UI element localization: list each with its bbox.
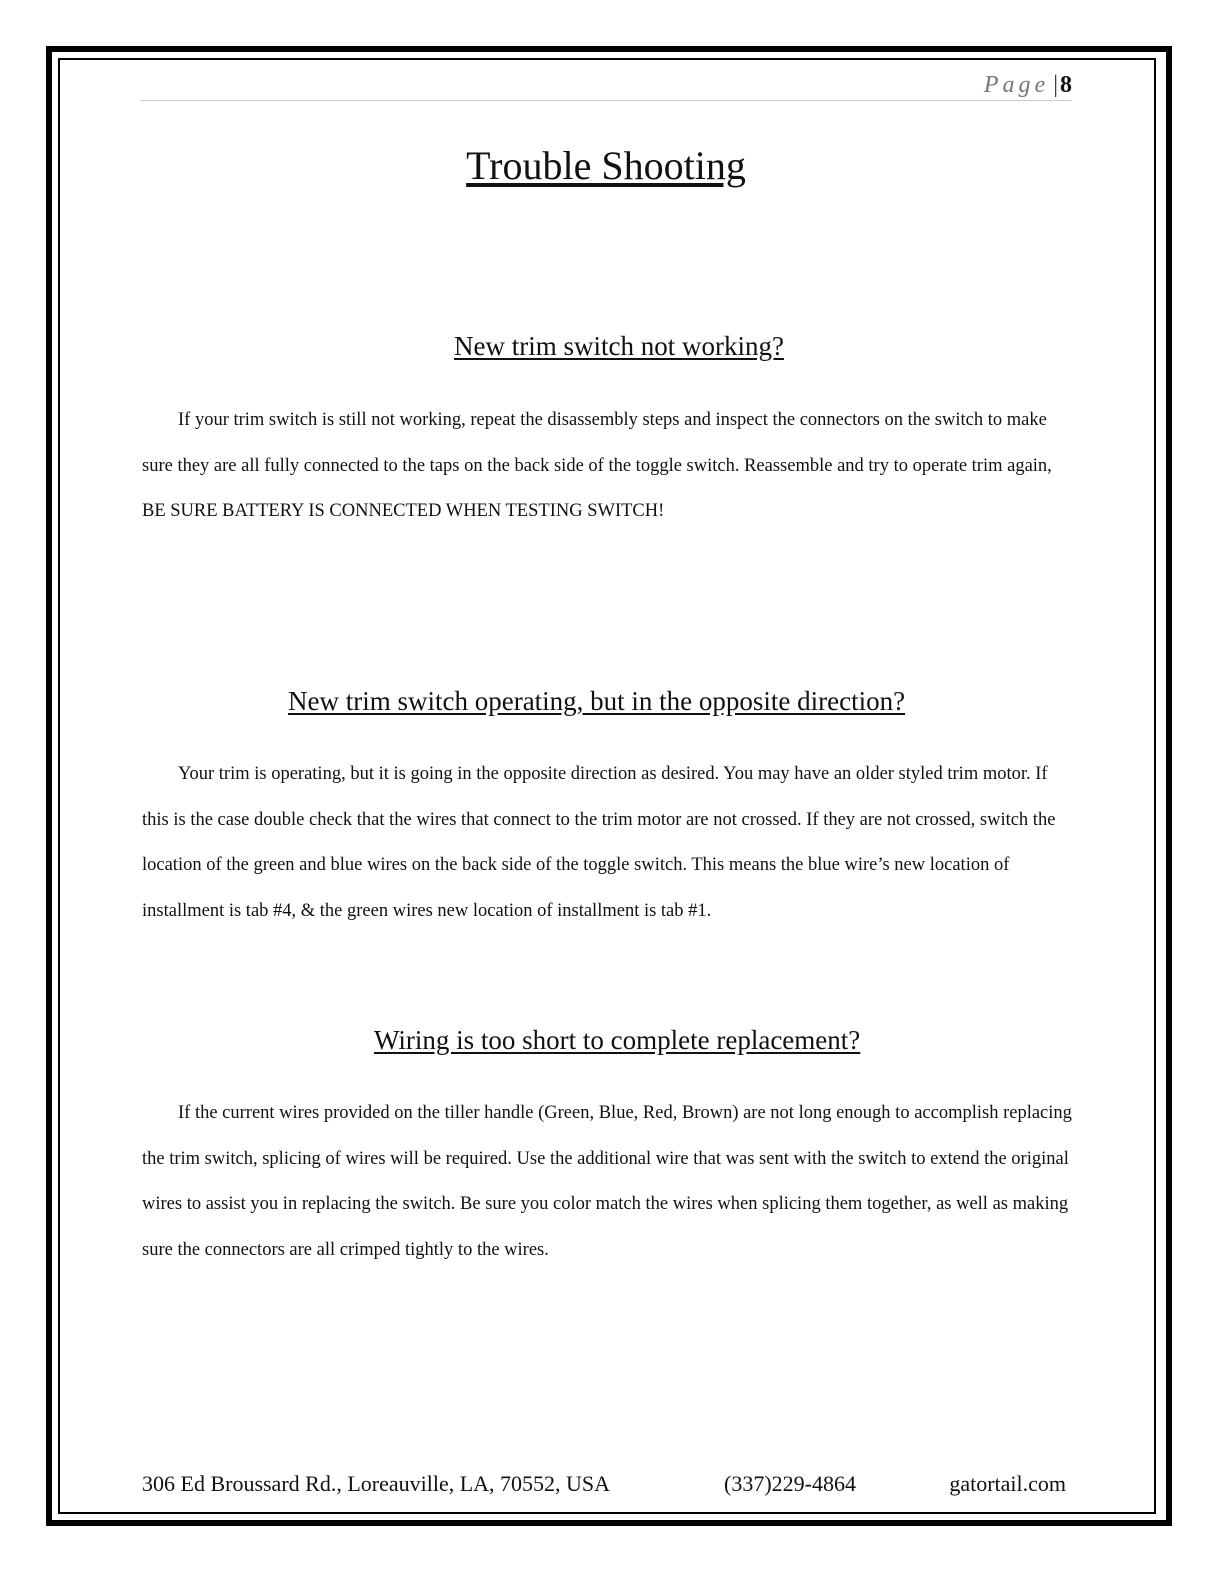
section-body-opposite-direction: Your trim is operating, but it is going in the opposite direction as desired. You may have an older styled trim motor. If this is the case double check that the wires that connect to the trim motor are not crossed. If they are not crossed, switch the location of the green and blue wires on the back side of the toggle switch. This means the blue wire’s new location of installment is tab #4, & the green wires new location of installment is tab #1. [142,764,1056,921]
page-title: Trouble Shooting [466,143,746,188]
footer-website: gatortail.com [949,1471,1066,1496]
page-footer [142,1468,1066,1500]
page-separator: | [1053,72,1058,98]
footer-phone: (337)229-4864 [724,1471,856,1496]
section-heading-wiring-short: Wiring is too short to complete replacement? [374,1025,861,1055]
section-heading-opposite-direction: New trim switch operating, but in the opposite direction? [288,686,906,716]
section-body-not-working: If your trim switch is still not working, repeat the disassembly steps and inspect the connectors on the switch to make sure they are all fully connected to the taps on the back side of the toggle switch. Reassemble and try to operate trim again, BE SURE BATTERY IS CONNECTED WHEN TESTING SWITCH! [142,410,1052,521]
section-body-wiring-short: If the current wires provided on the tiller handle (Green, Blue, Red, Brown) are not long enough to accomplish replacing the trim switch, splicing of wires will be required. Use the additional wire that was sent with the switch to extend the original wires to assist you in replacing the switch. Be sure you color match the wires when splicing them together, as well as making sure the connectors are all crimped tightly to the wires. [142,1103,1072,1260]
page-label: Page [983,72,1050,98]
page-number: 8 [1060,72,1072,98]
page-header [140,70,1072,101]
footer-address: 306 Ed Broussard Rd., Loreauville, LA, 70552, USA [142,1471,611,1496]
section-heading-not-working: New trim switch not working? [454,331,784,361]
